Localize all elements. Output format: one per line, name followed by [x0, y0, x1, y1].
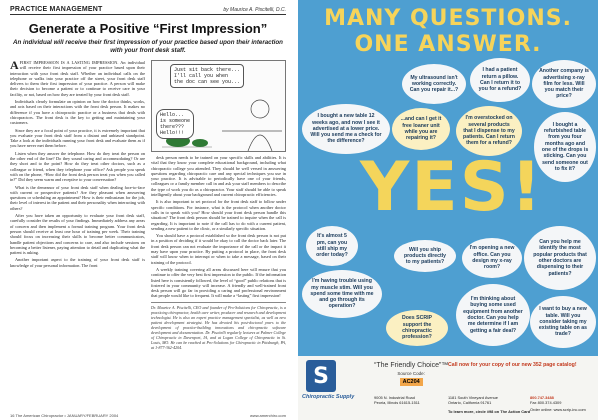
question-bubble: It's almost 5 pm, can you still ship my order today?	[306, 226, 358, 266]
slogan: “The Friendly Choice”™	[374, 362, 449, 369]
paragraph: AFIRST IMPRESSION IS A LASTING IMPRESSION. An individual will receive their first impression of your practice based upon their interaction with your front desk staff. Whether an individual calls on the telephone or walks into your practice off the street, your front desk staff delivers to them their first impression of your practice. A person will make their decision to become a patient or to continue to receive care in your facility, or not, based on how they are treated by your front desk staff.	[10, 60, 145, 97]
author-bio: Dr. Maurice A. Piscitelli, CEO and founder of Pro-Solutions for Chiropractic, is a practicing chiropractor, health care writer, producer and research and development technologist. He is also an expert practice management specialist, as well as new patient development strategist. He has devoted his post-doctoral years to the development of practice-building innovations and chiropractic software development and documentation. Dr. Piscitelli regularly lectures at Palmer College of Chiropractic in Davenport, IA, and at Logan College of Chiropractic in St. Louis, MO. He can be reached at Pro-Solutions for Chiropractic in Pittsburgh, PA, at 1-877-362-4204.	[151, 302, 286, 350]
question-bubble: I want to buy a new table. Will you consider taking my existing table on as trade?	[530, 296, 596, 348]
question-bubble: I bought a new table 12 weeks ago, and now I see it advertised at a lower price. Will you send me a check for the difference?	[302, 104, 390, 154]
company-name: Chiropractic Supply	[302, 394, 355, 400]
byline: by Maurice A. Piscitelli, D.C.	[223, 7, 286, 13]
page-header	[10, 6, 286, 15]
article-body	[10, 60, 286, 414]
question-bubble: Will you ship products directly to my patients?	[394, 240, 456, 272]
cartoon-illustration	[151, 60, 286, 152]
ad-headline	[298, 6, 598, 58]
question-bubble: My ultrasound isn't working correctly. Can you repair it...?	[402, 64, 466, 104]
paragraph: Another important aspect to the training of your front desk staff is knowledge of your personal information. The front	[10, 257, 145, 268]
phone-number: 800.747.3488	[530, 395, 554, 400]
column-1	[10, 60, 145, 414]
question-bubble: I'm thinking about buying some used equipment from another doctor. Can you help me determine if I am getting a fair deal?	[456, 284, 530, 346]
paragraph: A weekly training covering all areas discussed here will ensure that you continue to offer the very best first impression to the public. If the information listed here is consistently followed, the level of “good” public relations that is fostered in your community will increase. A friendly and well-trained front desk person will go far in providing a caring and professional environment that people would like to frequent. It will make a “lasting” first impression!	[151, 266, 286, 299]
question-bubble: I bought a refurbished table from you four months ago and one of the drops is sticking. Can you send someone out to fix it?	[534, 112, 596, 182]
question-bubble: Does SCRIP support the chiropractic profession?	[386, 310, 448, 346]
source-code: AC204	[400, 378, 423, 386]
question-bubble: I'm opening a new office. Can you design my x-ray room?	[462, 238, 522, 278]
source-code-label: Source Code:	[397, 371, 425, 376]
action-card-note: To learn more, circle #98 on The Action Card	[448, 409, 531, 414]
ad-headline-line1: MANY QUESTIONS.	[324, 6, 572, 31]
question-bubble: I'm having trouble using my muscle stim. Will you spend some time with me and go through its operation?	[302, 270, 382, 318]
paragraph: What is the demeanor of your front desk staff when dealing face-to-face with current or prospective patients? Are they pleasant when answering questions or scheduling an appointment? How is their enthusiasm for the job, their level of interest in the patient and their personality when interacting with others?	[10, 184, 145, 211]
scrip-logo: S	[306, 360, 336, 392]
paragraph: Listen when they answer the telephone. How do they treat the person on the other end of the line? Do they sound caring and accommodating? Or are they short and to the point? How do they treat other doctors, such as a colleague or friend, when they telephone your office? Ask people you speak with on the phone, “How did the front desk person treat you when you called in?” Did they seem warm and receptive to your conversation?	[10, 150, 145, 183]
speech-bubble-receptionist: Just sit back there... I'll call you when the doc can see you...	[170, 64, 244, 88]
ad-answer-yes: YES!	[360, 148, 544, 227]
question-bubble: I'm overstocked on several products that I dispense to my patients. Can I return them for a refund?	[456, 106, 522, 156]
article-subtitle: An individual will receive their first impression of your practice based upon their interaction with your front desk staff.	[13, 39, 283, 54]
footer-issue: 16 The American Chiropractor • JANUARY/FEBRUARY 2004	[10, 413, 119, 418]
slogan-block	[374, 362, 448, 386]
column-2	[151, 60, 286, 414]
question-bubble: Another company is advertising x-ray film for less. Will you match their price?	[532, 60, 596, 108]
advertisement-page	[298, 0, 598, 420]
section-label: PRACTICE MANAGEMENT	[10, 6, 103, 13]
order-online-link[interactable]: Order online: www.scrip-inc.com	[530, 407, 586, 412]
contact-info	[530, 396, 561, 406]
page-footer	[10, 413, 286, 418]
question-bubble: ...and can I get it free loaner unit while you are repairing it?	[392, 108, 450, 150]
ad-headline-line2: ONE ANSWER.	[354, 32, 542, 57]
paragraph: Individuals clearly formulate an opinion on how the doctor thinks, works, and acts based on their interactions with the front desk person. It makes no difference if you have a chiropractic practice or a business that deals with chiropractors. The front desk is the key to getting and maintaining your customers.	[10, 99, 145, 126]
cartoon-drawing	[152, 61, 282, 153]
address-ontario: 1181 South Vineyard Avenue Ontario, California 91761	[448, 395, 498, 405]
speech-bubble-patient: Hello... is someone there??? Hello!!!	[156, 109, 194, 139]
ad-footer-banner	[298, 356, 598, 420]
paragraph: It is also important to set protocol for the front desk staff to follow under specific conditions. For instance, what is the protocol when another doctor calls in to speak with you? How should your front desk person handle this situation? The front desk person should be trained to inquire when the call is regarding. It is important to note if the call has to do with a current patient, sending a new patient to the clinic, or a similarly specific situation.	[151, 199, 286, 231]
paragraph: Since they are a focal point of your practice, it is extremely important that you evaluate your front desk staff from a distant and unbiased standpoint. Take a look at the individuals running your front desk and evaluate them as if you have never met them before.	[10, 127, 145, 149]
paragraph: After you have taken an opportunity to evaluate your front desk staff, carefully consider the results of your findings. Immediately address any areas of concern and then implement a formal training program. Your front desk person should receive at least one hour of training per week. Their training should focus on increasing their skills to become better communicators, handle patient objections and concerns to care, and also include sessions on becoming a better listener, paying attention to detail and duplicating what the patient is asking.	[10, 213, 145, 256]
question-bubble: Can you help me identify the most popular products that other doctors are dispensing to their patients?	[524, 226, 596, 290]
paragraph: desk person needs to be trained on your specific skills and abilities. It is vital that they know your complete educational background, including what chiropractic college you attended. They should be well versed in answering questions regarding chiropractic care and any special techniques you use in your practice. It is advisable to periodically have one of your friends, colleagues or a family member call in and ask your staff members to describe the type of work you do as a chiropractor. Your staff should be able to speak intelligently about your background and current chiropractic efficiencies.	[151, 155, 286, 198]
call-to-action: Call now for your copy of our new 352 page catalog!	[448, 362, 577, 368]
paragraph: You should have a protocol established so the front desk person is not put in a position of deciding if it would be okay to call the doctor back later. The front desk person can not evaluate the importance of the call or the impact it may have upon your practice. By putting a protocol in place, the front desk staff will know when to interrupt or when to take a message, based on their training of the protocol.	[151, 233, 286, 265]
address-peoria: 9005 N. Industrial Road Peoria, Illinois 61615-1511	[374, 395, 420, 405]
article-page	[0, 0, 296, 420]
fax-number: Fax 800.374.4309	[530, 399, 562, 405]
question-bubble: I had a patient return a pillow. Can I return it to you for a refund?	[470, 58, 530, 102]
footer-url: www.amerchiro.com	[249, 413, 286, 418]
article-title: Generate a Positive “First Impression”	[28, 21, 268, 36]
